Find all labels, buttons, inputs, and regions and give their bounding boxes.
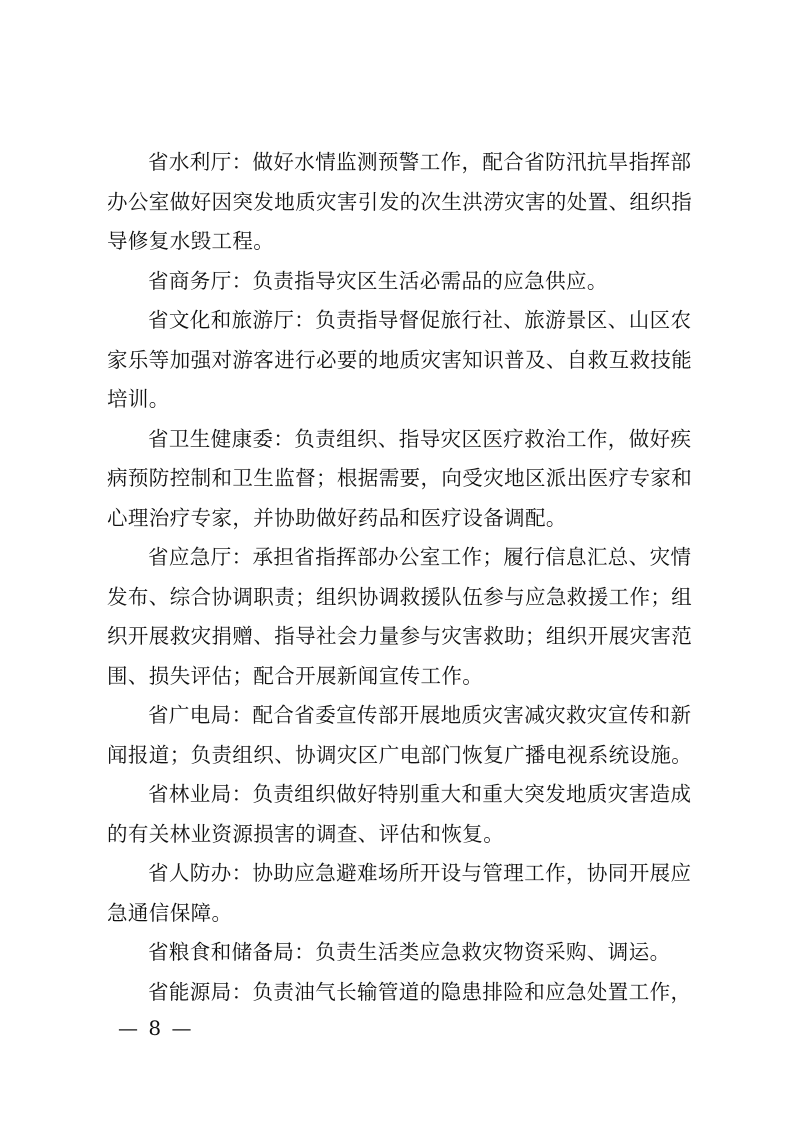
text-line: 闻报道；负责组织、协调灾区广电部门恢复广播电视系统设施。: [107, 742, 693, 767]
text-line: 家乐等加强对游客进行必要的地质灾害知识普及、自救互救技能: [107, 347, 693, 372]
text-line: 心理治疗专家，并协助做好药品和医疗设备调配。: [107, 505, 567, 530]
text-line: 发布、综合协调职责；组织协调救援队伍参与应急救援工作；组: [107, 584, 693, 609]
paragraph-radio-tv: [107, 696, 693, 775]
text-line: 办公室做好因突发地质灾害引发的次生洪涝灾害的处置、组织指: [107, 189, 693, 214]
paragraph-water-resources: [107, 143, 693, 262]
text-line: 省广电局：配合省委宣传部开展地质灾害减灾救灾宣传和新: [148, 703, 692, 727]
paragraph-civil-defense: [107, 854, 693, 933]
paragraph-grain-reserves: [107, 933, 693, 973]
paragraph-emergency-management: [107, 538, 693, 696]
text-line: 围、损失评估；配合开展新闻宣传工作。: [107, 663, 484, 688]
text-line: 省林业局：负责组织做好特别重大和重大突发地质灾害造成: [148, 782, 692, 806]
text-line: 病预防控制和卫生监督；根据需要，向受灾地区派出医疗专家和: [107, 466, 693, 490]
text-line: 省人防办：协助应急避难场所开设与管理工作，协同开展应: [148, 861, 692, 885]
paragraph-commerce: [107, 262, 693, 302]
page-number: — 8 —: [118, 1016, 194, 1040]
text-line: 省应急厅：承担省指挥部办公室工作；履行信息汇总、灾情: [148, 545, 692, 569]
paragraph-culture-tourism: [107, 301, 693, 420]
text-line: 省水利厅：做好水情监测预警工作，配合省防汛抗旱指挥部: [148, 150, 692, 174]
text-line: 省粮食和储备局：负责生活类应急救灾物资采购、调运。: [148, 940, 671, 964]
text-line: 省卫生健康委：负责组织、指导灾区医疗救治工作，做好疾: [148, 426, 692, 451]
paragraph-health: [107, 420, 693, 539]
paragraph-energy: [107, 973, 693, 1013]
text-line: 急通信保障。: [107, 900, 233, 925]
text-line: 导修复水毁工程。: [107, 229, 275, 253]
text-line: 的有关林业资源损害的调查、评估和恢复。: [107, 821, 505, 846]
paragraph-forestry: [107, 775, 693, 854]
text-line: 省商务厅：负责指导灾区生活必需品的应急供应。: [148, 268, 608, 293]
text-line: 省文化和旅游厅：负责指导督促旅行社、旅游景区、山区农: [148, 308, 692, 332]
text-line: 织开展救灾捐赠、指导社会力量参与灾害救助；组织开展灾害范: [107, 624, 693, 648]
text-line: 培训。: [107, 387, 170, 411]
text-line: 省能源局：负责油气长输管道的隐患排险和应急处置工作，: [148, 979, 692, 1004]
document-body: [107, 143, 693, 1012]
